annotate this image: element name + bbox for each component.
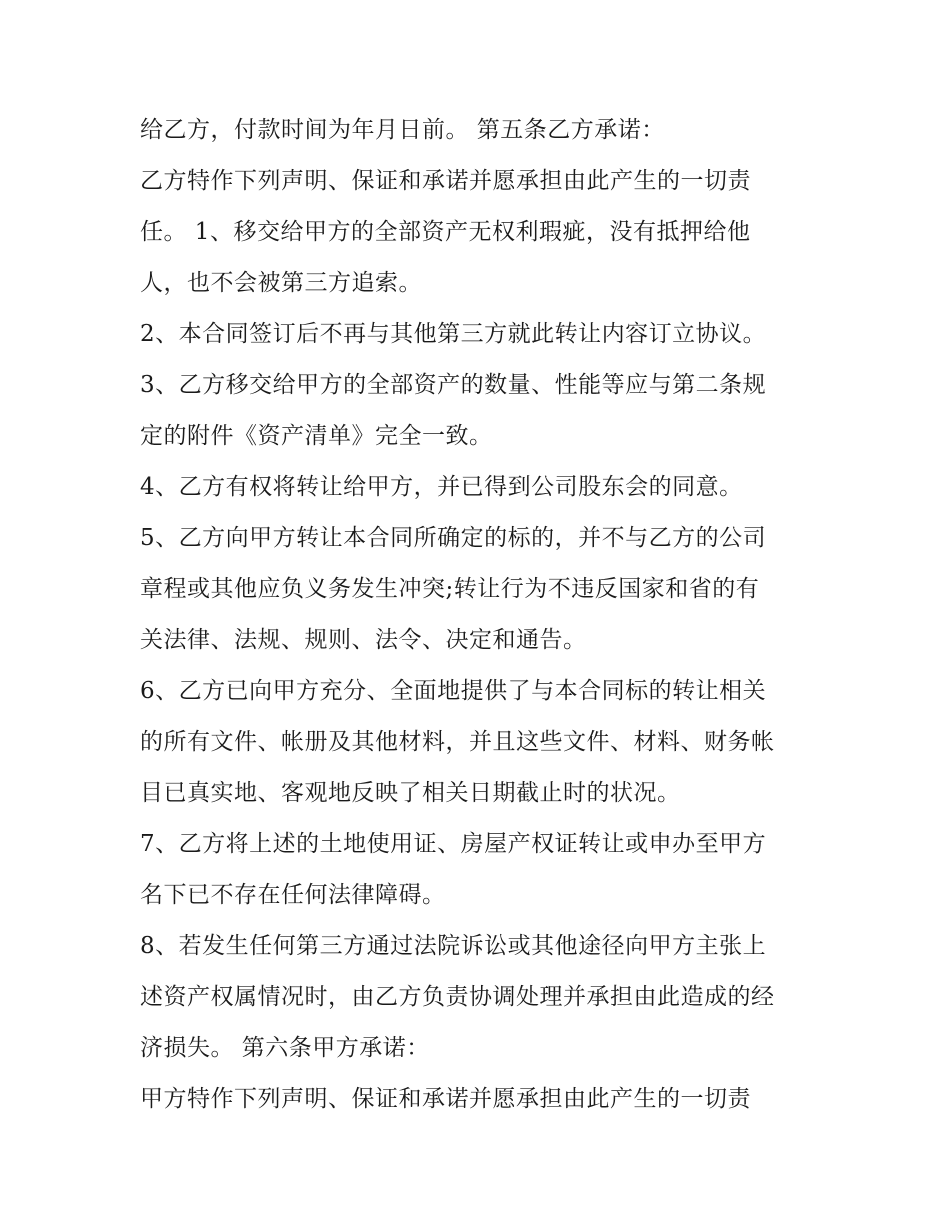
text-line: 名下已不存在任何法律障碍。 — [140, 882, 446, 908]
text-line: 述资产权属情况时，由乙方负责协调处理并承担由此造成的经 — [140, 984, 775, 1010]
text-line: 5、乙方向甲方转让本合同所确定的标的，并不与乙方的公司 — [140, 525, 767, 551]
text-line: 7、乙方将上述的土地使用证、房屋产权证转让或申办至甲方 — [140, 831, 767, 857]
text-line: 3、乙方移交给甲方的全部资产的数量、性能等应与第二条规 — [140, 372, 767, 398]
text-line: 济损失。 第六条甲方承诺： — [140, 1035, 430, 1061]
text-line: 定的附件《资产清单》完全一致。 — [140, 423, 493, 449]
text-line: 8、若发生任何第三方通过法院诉讼或其他途径向甲方主张上 — [140, 933, 767, 959]
text-line: 2、本合同签订后不再与其他第三方就此转让内容订立协议。 — [140, 321, 767, 347]
text-line: 的所有文件、帐册及其他材料，并且这些文件、材料、财务帐 — [140, 729, 775, 755]
text-line: 任。 1、移交给甲方的全部资产无权利瑕疵，没有抵押给他 — [140, 219, 751, 245]
text-line: 章程或其他应负义务发生冲突;转让行为不违反国家和省的有 — [140, 576, 760, 602]
text-line: 目已真实地、客观地反映了相关日期截止时的状况。 — [140, 780, 681, 806]
text-line: 6、乙方已向甲方充分、全面地提供了与本合同标的转让相关 — [140, 678, 767, 704]
text-line: 4、乙方有权将转让给甲方，并已得到公司股东会的同意。 — [140, 474, 743, 500]
text-line: 给乙方，付款时间为年月日前。 第五条乙方承诺： — [140, 117, 665, 143]
text-line: 甲方特作下列声明、保证和承诺并愿承担由此产生的一切责 — [140, 1086, 751, 1112]
document-body — [140, 105, 830, 1125]
text-line: 关法律、法规、规则、法令、决定和通告。 — [140, 627, 587, 653]
text-line: 人，也不会被第三方追索。 — [140, 270, 422, 296]
text-line: 乙方特作下列声明、保证和承诺并愿承担由此产生的一切责 — [140, 168, 751, 194]
